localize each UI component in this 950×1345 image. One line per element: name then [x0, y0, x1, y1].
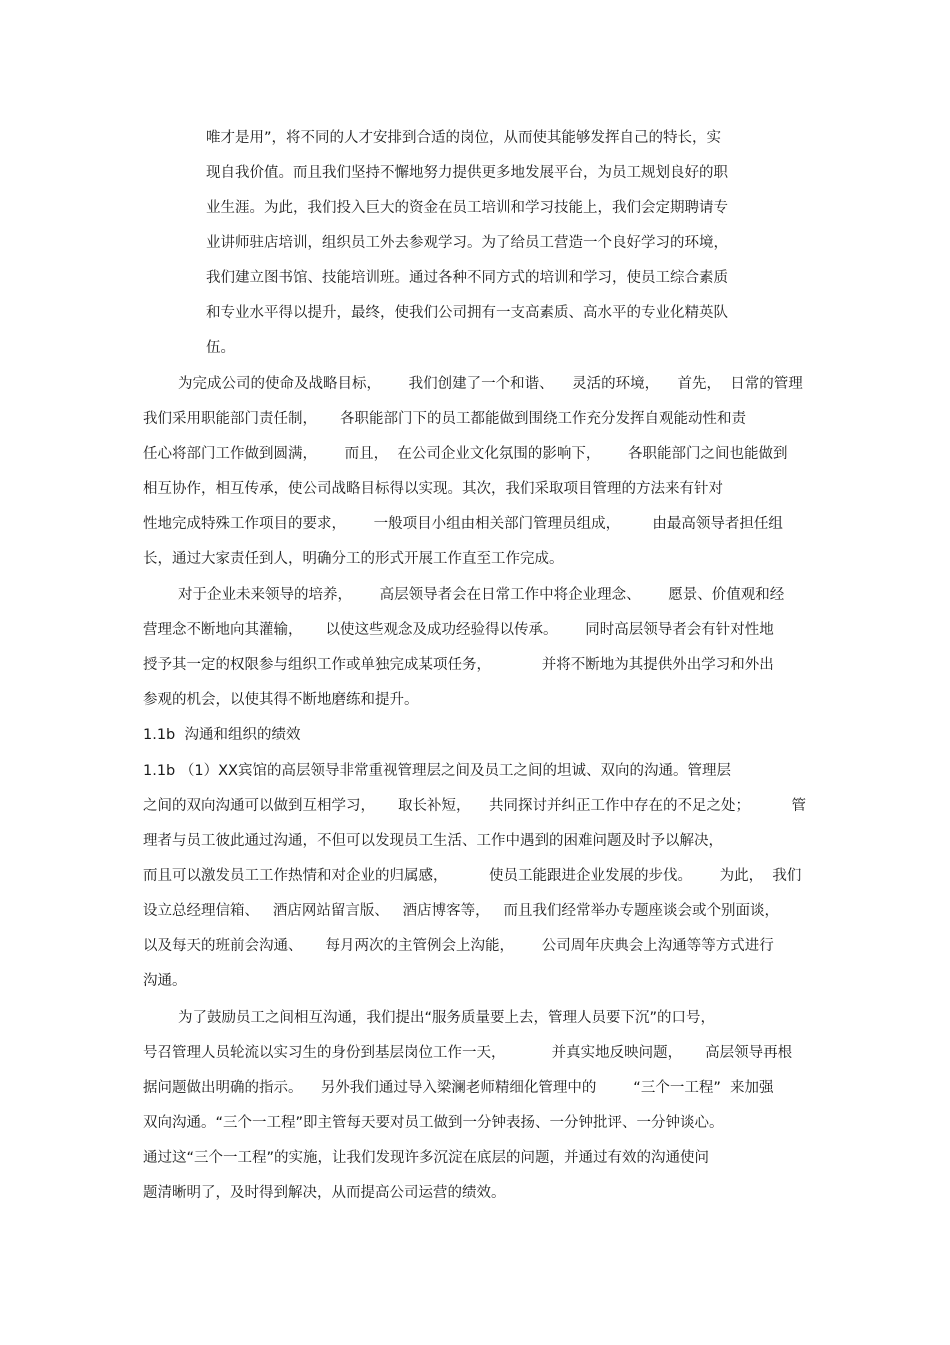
text-line: 性地完成特殊工作项目的要求， 一般项目小组由相关部门管理员组成， 由最高领导者担任组 [143, 516, 783, 532]
text-line: 对于企业未来领导的培养， 高层领导者会在日常工作中将企业理念、 愿景、价值观和经 [178, 587, 785, 603]
text-line: 双向沟通。“三个一工程”即主管每天要对员工做到一分钟表扬、一分钟批评、一分钟谈心。 [143, 1115, 724, 1131]
text-line: 1.1b （1）XX宾馆的高层领导非常重视管理层之间及员工之间的坦诚、双向的沟通。管理层 [143, 763, 731, 779]
section-heading: 1.1b 沟通和组织的绩效 [143, 727, 301, 743]
text-line: 我们建立图书馆、技能培训班。通过各种不同方式的培训和学习，使员工综合素质 [206, 270, 728, 286]
text-line: 通过这“三个一工程”的实施，让我们发现许多沉淀在底层的问题，并通过有效的沟通使问 [143, 1150, 710, 1166]
text-line: 授予其一定的权限参与组织工作或单独完成某项任务， 并将不断地为其提供外出学习和外出 [143, 657, 774, 673]
text-line: 参观的机会，以使其得不断地磨练和提升。 [143, 692, 419, 708]
text-line: 为了鼓励员工之间相互沟通，我们提出“服务质量要上去，管理人员要下沉”的口号， [178, 1010, 716, 1026]
text-line: 而且可以激发员工工作热情和对企业的归属感， 使员工能跟进企业发展的步伐。 为此， 我们 [143, 868, 802, 884]
text-line: 任心将部门工作做到圆满， 而且， 在公司企业文化氛围的影响下， 各职能部门之间也能做到 [143, 446, 788, 462]
text-line: 为完成公司的使命及战略目标， 我们创建了一个和谐、 灵活的环境， 首先， 日常的管理 [178, 376, 803, 392]
text-line: 长，通过大家责任到人，明确分工的形式开展工作直至工作完成。 [143, 551, 564, 567]
text-line: 和专业水平得以提升，最终，使我们公司拥有一支高素质、高水平的专业化精英队 [206, 305, 728, 321]
text-line: 伍。 [206, 340, 235, 356]
text-line: 题清晰明了，及时得到解决，从而提高公司运营的绩效。 [143, 1185, 506, 1201]
text-line: 以及每天的班前会沟通、 每月两次的主管例会上沟能， 公司周年庆典会上沟通等等方式进行 [143, 938, 774, 954]
text-line: 唯才是用”，将不同的人才安排到合适的岗位，从而使其能够发挥自己的特长，实 [206, 130, 722, 146]
text-line: 营理念不断地向其灌输， 以使这些观念及成功经验得以传承。 同时高层领导者会有针对性地 [143, 622, 774, 638]
text-line: 据问题做出明确的指示。 另外我们通过导入梁澜老师精细化管理中的 “三个一工程” 来加强 [143, 1080, 774, 1096]
text-line: 沟通。 [143, 973, 187, 989]
text-line: 我们采用职能部门责任制， 各职能部门下的员工都能做到围绕工作充分发挥自观能动性和责 [143, 411, 747, 427]
text-line: 号召管理人员轮流以实习生的身份到基层岗位工作一天， 并真实地反映问题， 高层领导再根 [143, 1045, 793, 1061]
text-line: 业生涯。为此，我们投入巨大的资金在员工培训和学习技能上，我们会定期聘请专 [206, 200, 728, 216]
text-line: 相互协作，相互传承，使公司战略目标得以实现。其次，我们采取项目管理的方法来有针对 [143, 481, 723, 497]
text-line: 业讲师驻店培训，组织员工外去参观学习。为了给员工营造一个良好学习的环境， [206, 235, 728, 251]
text-line: 之间的双向沟通可以做到互相学习， 取长补短， 共同探讨并纠正工作中存在的不足之处； 管 [143, 798, 806, 814]
text-line: 理者与员工彼此通过沟通，不但可以发现员工生活、工作中遇到的困难问题及时予以解决， [143, 833, 723, 849]
text-line: 现自我价值。而且我们坚持不懈地努力提供更多地发展平台，为员工规划良好的职 [206, 165, 728, 181]
text-line: 设立总经理信箱、 酒店网站留言版、 酒店博客等， 而且我们经常举办专题座谈会或个别面谈， [143, 903, 779, 919]
